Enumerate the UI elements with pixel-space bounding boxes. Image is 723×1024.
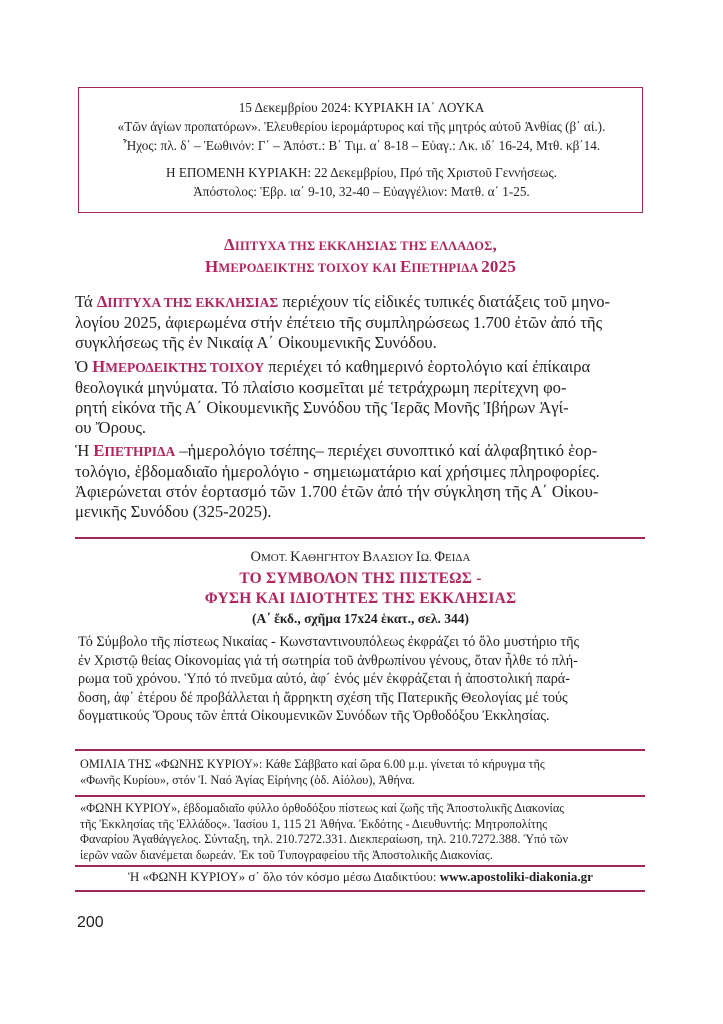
section1-title-line1: ΔΙΠΤΥΧΑ ΤΗΣ ΕΚΚΛΗΣΙΑΣ ΤΗΣ ΕΛΛΑΔΟΣ, <box>224 235 497 254</box>
book-title-line2: ΦΥΣΗ ΚΑΙ ΙΔΙΟΤΗΤΕΣ ΤΗΣ ΕΚΚΛΗΣΙΑΣ <box>204 590 517 607</box>
book-author: ΟΜΟΤ. ΚΑΘΗΓΗΤΟΥ ΒΛΑΣΙΟΥ ΙΩ. ΦΕΙΔΑ <box>250 549 471 565</box>
divider <box>75 890 645 892</box>
divider <box>75 537 645 539</box>
homily-notice: ΟΜΙΛΙΑ ΤΗΣ «ΦΩΝΗΣ ΚΥΡΙΟΥ»: Κάθε Σάββατο καί ὥρα 6.00 μ.μ. γίνεται τό κήρυγμα τῆς «Φωνῆς Κυρίου», στόν Ἱ. Ναό Ἁγίας Εἰρήνης (ὁδ. Αἰόλου), Ἀθήνα. <box>80 757 545 787</box>
divider <box>75 749 645 751</box>
paragraph-diptycha: Τά ΔΙΠΤΥΧΑ ΤΗΣ ΕΚΚΛΗΣΙΑΣ περιέχουν τίς εἰδικές τυπικές διατάξεις τοῦ μηνο- λογίου 2025, ἀφιερωμένα στήν ἐπέτειο τῆς συμπληρώσεως 1.700 ἐτῶν ἀπό τῆς συγκλήσεως τῆς ἐν Νικαίᾳ Α΄ Οἰκουμενικῆς Συνόδου. <box>75 292 611 352</box>
book-edition-info: (Α΄ ἔκδ., σχῆμα 17x24 ἑκατ., σελ. 344) <box>251 611 470 626</box>
book-description: Τό Σύμβολο τῆς πίστεως Νικαίας - Κωνσταντινουπόλεως ἐκφράζει τό ὅλο μυστήριο τῆς ἐν Χριστῷ θείας Οἰκονομίας γιά τή σωτηρία τοῦ ἀνθρωπίνου γένους, ὅταν ἦλθε τό πλή- ρωμα τοῦ χρόνου. Ὑπό τό πνεῦμα αὐτό, ἀφ΄ ἑνός μέν ἐκφράζεται ἡ ἀποστολική παρά- δοση, ἀφ΄ ἑτέρου δέ προβάλλεται ἡ ἄρρηκτη σχέση τῆς Πατερικῆς Θεολογίας μέ τούς δογματικούς Ὅρους τῶν ἑπτά Οἰκουμενικῶν Συνόδων τῆς Ὀρθοδόξου Ἐκκλησίας. <box>78 634 580 724</box>
paragraph-imerodeiktis: Ὁ ΗΜΕΡΟΔΕΙΚΤΗΣ ΤΟΙΧΟΥ περιέχει τό καθημερινό ἑορτολόγιο καί ἐπίκαιρα θεολογικά μηνύματα. Τό πλαίσιο κοσμεῖται μέ τετράχρωμη περίτεχνη φο- ρητή εἰκόνα τῆς Α΄ Οἰκουμενικῆς Συνόδου τῆς Ἱερᾶς Μονῆς Ἰβήρων Ἁγί- ου Ὄρους. <box>75 357 591 437</box>
paragraph-epetirida: Ἡ ΕΠΕΤΗΡΙΔΑ –ἡμερολόγιο τσέπης– περιέχει συνοπτικό καί ἀλφαβητικό ἑορ- τολόγιο, ἑβδομαδιαῖο ἡμερολόγιο - σημειωματάριο καί χρήσιμες πληροφορίες. Ἀφιερώνεται στόν ἑορτασμό τῶν 1.700 ἐτῶν ἀπό τήν σύγκληση τῆς Α΄ Οἰκου- μενικῆς Συνόδου (325-2025). <box>75 441 600 521</box>
website-link[interactable]: www.apostoliki-diakonia.gr <box>439 869 593 884</box>
imprint: «ΦΩΝΗ ΚΥΡΙΟΥ», ἑβδομαδιαῖο φύλλο ὀρθοδόξου πίστεως καί ζωῆς τῆς Ἀποστολικῆς Διακονίας τῆς Ἐκκλησίας τῆς Ἑλλάδος». Ἰασίου 1, 115 21 Ἀθήνα. Ἐκδότης - Διευθυντής: Μητροπολίτης Φαναρίου Ἀγαθάγγελος. Σύνταξη, τηλ. 210.7272.331. Διεκπεραίωση, τηλ. 210.7272.388. Ὑπό τῶν ἱερῶν ναῶν διανέμεται δωρεάν. Ἐκ τοῦ Τυπογραφείου τῆς Ἀποστολικῆς Διακονίας. <box>80 801 569 862</box>
divider <box>75 795 645 797</box>
header-date-line: 15 Δεκεμβρίου 2024: ΚΥΡΙΑΚΗ ΙΑ΄ ΛΟΥΚΑ <box>238 100 485 115</box>
book-title-line1: ΤΟ ΣΥΜΒΟΛΟΝ ΤΗΣ ΠΙΣΤΕΩΣ - <box>239 570 482 587</box>
header-readings-line: Ἦχος: πλ. δ΄ – Ἑωθινόν: Γ΄ – Ἀπόστ.: Β΄ Τιμ. α΄ 8-18 – Εὐαγ.: Λκ. ιδ΄ 16-24, Μτθ. κβ΄14. <box>122 138 601 153</box>
section1-title-line2: ΗΜΕΡΟΔΕΙΚΤΗΣ ΤΟΙΧΟΥ ΚΑΙ ΕΠΕΤΗΡΙΔΑ 2025 <box>204 257 517 276</box>
header-next-readings-line: Ἀπόστολος: Ἑβρ. ια΄ 9-10, 32-40 – Εὐαγγέλιον: Ματθ. α΄ 1-25. <box>193 184 530 199</box>
header-next-sunday-line: Η ΕΠΟΜΕΝΗ ΚΥΡΙΑΚΗ: 22 Δεκεμβρίου, Πρό τῆς Χριστοῦ Γεννήσεως. <box>166 165 557 180</box>
web-notice: Ἡ «ΦΩΝΗ ΚΥΡΙΟΥ» σ΄ ὅλο τόν κόσμο μέσω Διαδικτύου: www.apostoliki-diakonia.gr <box>128 869 593 884</box>
header-box <box>78 87 643 213</box>
page-number: 200 <box>77 914 104 931</box>
header-saints-line: «Τῶν ἁγίων προπατόρων». Ἐλευθερίου ἱερομάρτυρος καί τῆς μητρός αὐτοῦ Ἀνθίας (β΄ αἰ.). <box>117 119 606 134</box>
divider <box>75 865 645 867</box>
